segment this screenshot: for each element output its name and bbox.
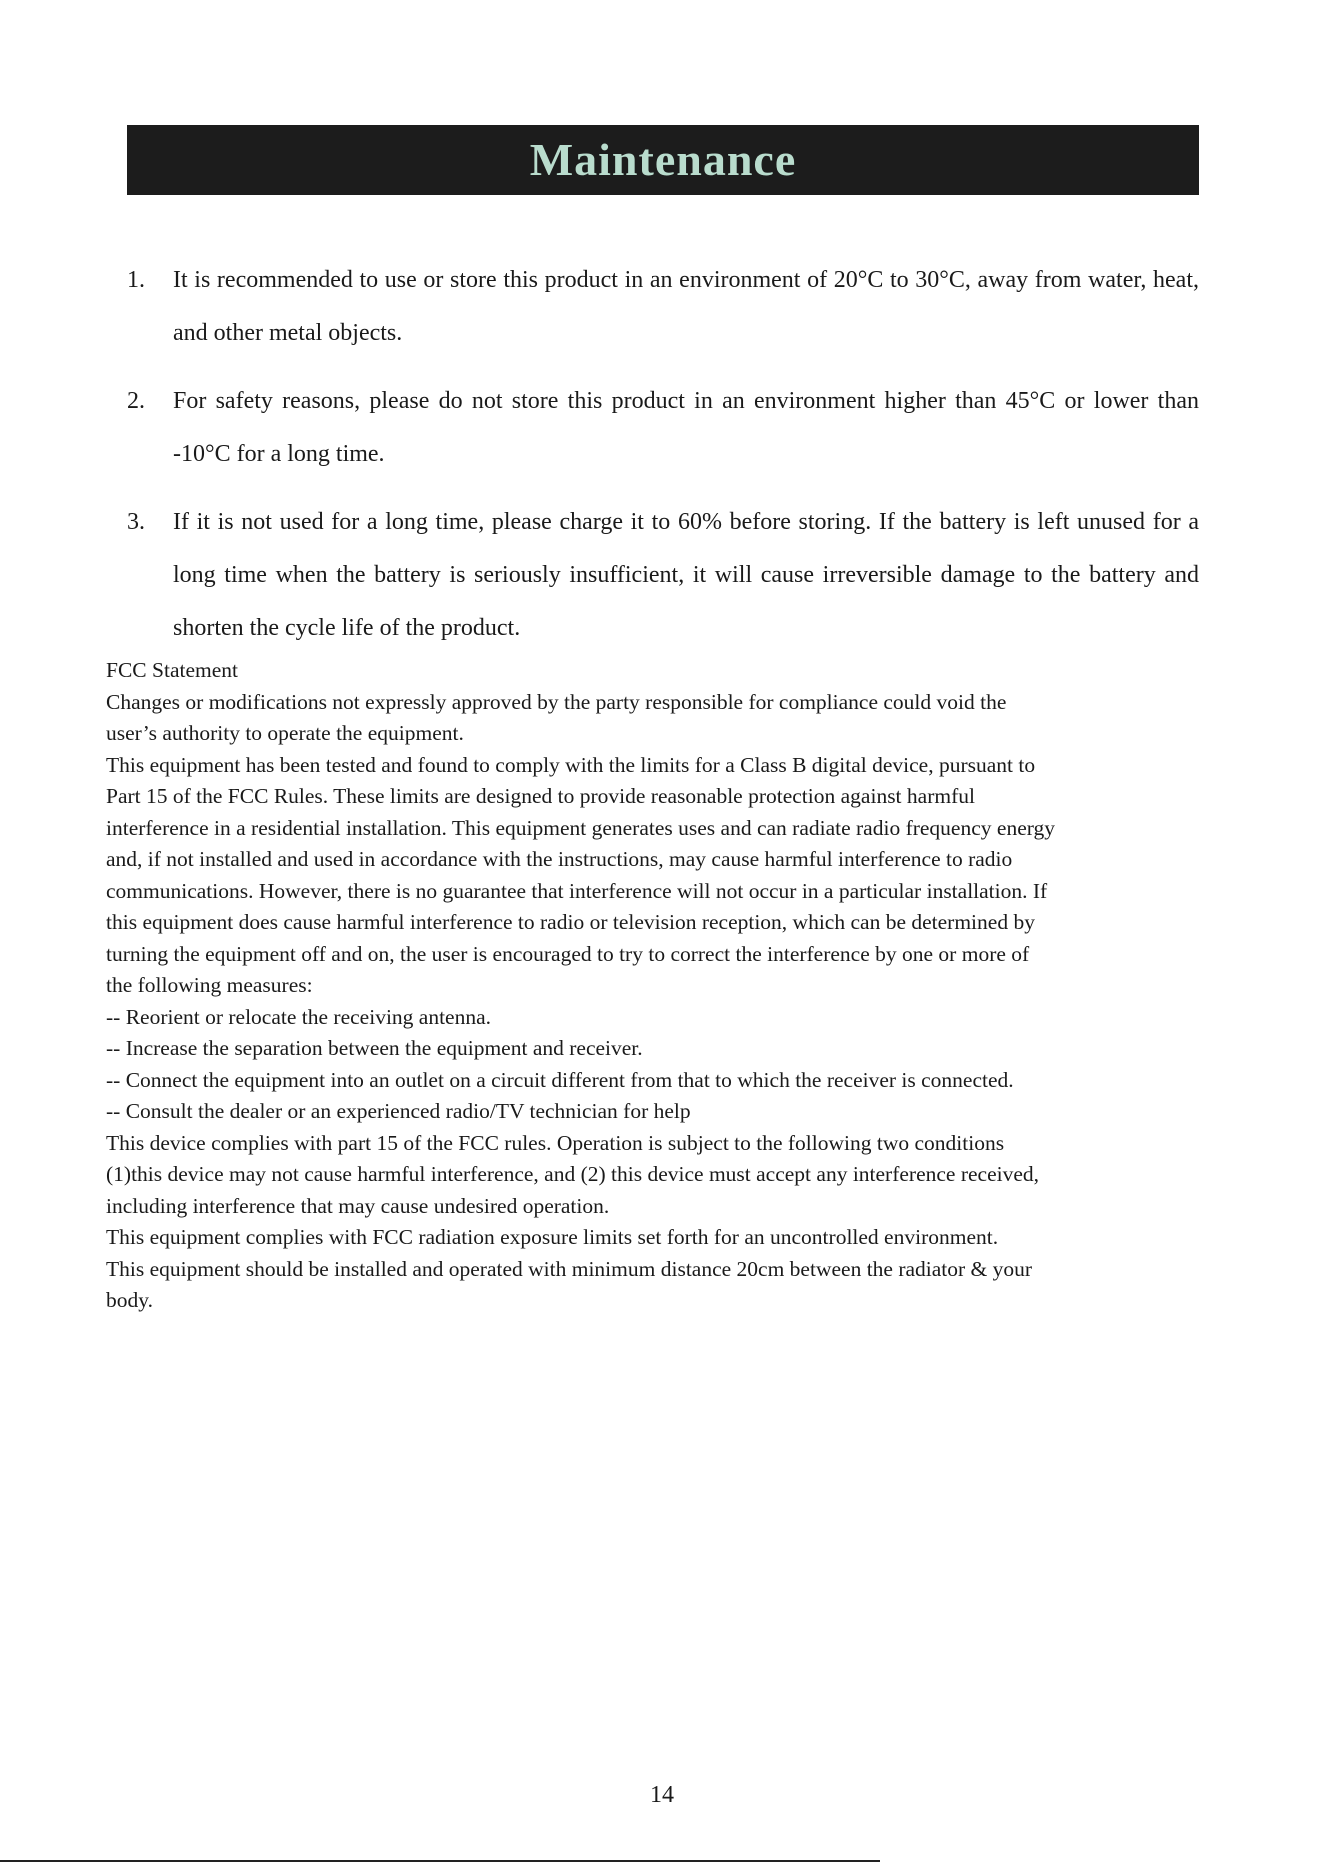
fcc-measure-line: -- Connect the equipment into an outlet on a circuit different from that to which the receiver is connected. — [106, 1067, 1014, 1092]
fcc-measure-line: -- Reorient or relocate the receiving antenna. — [106, 1004, 492, 1029]
fcc-text-line: this equipment does cause harmful interference to radio or television reception, which can be determined by — [106, 910, 1035, 934]
fcc-text-line: Part 15 of the FCC Rules. These limits are designed to provide reasonable protection against harmful — [106, 784, 975, 808]
fcc-text-line: body. — [106, 1288, 153, 1312]
fcc-text-line: the following measures: — [106, 973, 313, 997]
maintenance-list — [127, 254, 1199, 670]
list-item-number: 1. — [127, 267, 145, 293]
fcc-text-line: and, if not installed and used in accordance with the instructions, may cause harmful interference to radio — [106, 847, 1013, 871]
fcc-text-line: including interference that may cause undesired operation. — [106, 1193, 610, 1218]
fcc-text-line: communications. However, there is no guarantee that interference will not occur in a particular installation. If — [106, 878, 1048, 903]
fcc-text-line: Changes or modifications not expressly approved by the party responsible for compliance could void the — [106, 689, 1007, 714]
list-item-text: If it is not used for a long time, please charge it to 60% before storing. If the battery is left unused for a long time when the battery is seriously insufficient, it will cause irreversible damage to the battery and shorten the cycle life of the product. — [173, 509, 1199, 641]
list-item-text: It is recommended to use or store this product in an environment of 20°C to 30°C, away from water, heat, and other metal objects. — [173, 267, 1199, 346]
fcc-text-line: This equipment has been tested and found to comply with the limits for a Class B digital device, pursuant to — [106, 752, 1036, 777]
list-item-number: 3. — [127, 509, 145, 535]
fcc-text-line: This device complies with part 15 of the FCC rules. Operation is subject to the following two conditions — [106, 1130, 1005, 1155]
fcc-measure-line: -- Increase the separation between the equipment and receiver. — [106, 1036, 643, 1060]
fcc-text-line: interference in a residential installation. This equipment generates uses and can radiate radio frequency energy — [106, 815, 1056, 840]
list-item-number: 2. — [127, 388, 145, 414]
fcc-heading: FCC Statement — [106, 658, 238, 682]
fcc-text-line: (1)this device may not cause harmful interference, and (2) this device must accept any interference received, — [106, 1162, 1040, 1186]
section-header-bar — [127, 125, 1199, 195]
list-item — [127, 375, 1199, 481]
list-item — [127, 254, 1199, 360]
page-number: 14 — [650, 1782, 674, 1808]
fcc-text-line: This equipment complies with FCC radiation exposure limits set forth for an uncontrolled environment. — [106, 1225, 999, 1249]
fcc-text-line: user’s authority to operate the equipment. — [106, 721, 464, 745]
fcc-statement — [106, 655, 1236, 1317]
fcc-text-line: This equipment should be installed and operated with minimum distance 20cm between the radiator & your — [106, 1256, 1033, 1281]
page-title: Maintenance — [529, 134, 797, 185]
list-item — [127, 496, 1199, 655]
list-item-text: For safety reasons, please do not store this product in an environment higher than 45°C or lower than -10°C for a long time. — [173, 388, 1199, 467]
fcc-measure-line: -- Consult the dealer or an experienced radio/TV technician for help — [106, 1099, 691, 1123]
bottom-divider — [0, 1860, 880, 1862]
fcc-text-line: turning the equipment off and on, the user is encouraged to try to correct the interference by one or more of — [106, 941, 1030, 966]
